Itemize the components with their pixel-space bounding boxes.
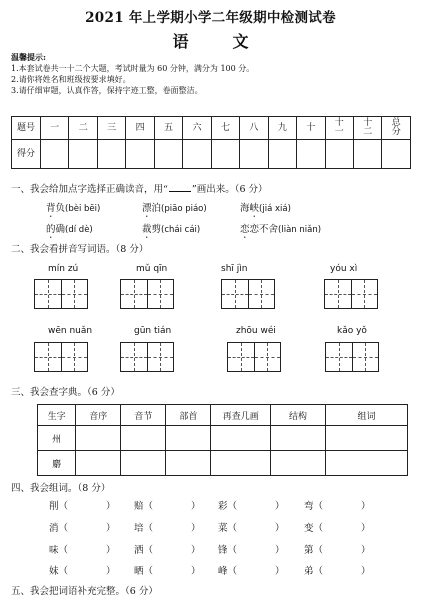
- group-char: 变: [304, 523, 314, 534]
- score-header-cell: 四: [126, 117, 154, 140]
- score-input-cell[interactable]: [353, 140, 381, 169]
- dictionary-table: [37, 404, 408, 476]
- answer-blank[interactable]: （ ）: [313, 566, 371, 577]
- score-label-cell: 得分: [12, 140, 41, 169]
- underline-example: [169, 191, 191, 192]
- grid-cell[interactable]: [121, 280, 148, 308]
- score-input-cell[interactable]: [126, 140, 154, 169]
- grid-cell[interactable]: [352, 280, 378, 308]
- pronunciation-item: 背负(bèi bēi): [46, 203, 101, 214]
- group-char: 洒: [134, 545, 144, 556]
- word-group-item[interactable]: [304, 498, 371, 512]
- group-char: 晒: [134, 566, 144, 577]
- writing-grid[interactable]: [325, 342, 379, 372]
- score-input-cell[interactable]: [211, 140, 239, 169]
- pinyin-label: zhōu wéi: [236, 326, 276, 336]
- grid-cell[interactable]: [148, 343, 174, 371]
- answer-blank[interactable]: （ ）: [58, 545, 116, 556]
- score-header-cell: 十 二: [353, 117, 381, 140]
- grid-cell[interactable]: [62, 280, 88, 308]
- word-group-item[interactable]: [304, 563, 371, 577]
- word-group-item[interactable]: [134, 563, 201, 577]
- table-answer-cell[interactable]: [166, 451, 211, 476]
- pinyin-options[interactable]: (jiá xiá): [259, 204, 291, 214]
- answer-blank[interactable]: （ ）: [313, 523, 371, 534]
- group-char: 峰: [218, 566, 228, 577]
- table-answer-cell[interactable]: [211, 451, 271, 476]
- answer-blank[interactable]: （ ）: [143, 523, 201, 534]
- pronunciation-item: 裁剪(chái cái): [142, 224, 201, 235]
- table-answer-cell[interactable]: [271, 426, 326, 451]
- tip-line: 1.本套试卷共一十二个大题，考试时量为 60 分钟，满分为 100 分。: [11, 64, 255, 73]
- writing-grid[interactable]: [324, 279, 378, 309]
- score-input-cell[interactable]: [382, 140, 411, 169]
- answer-blank[interactable]: （ ）: [227, 545, 285, 556]
- pinyin-label: shī jìn: [221, 264, 248, 274]
- table-answer-cell[interactable]: [121, 426, 166, 451]
- table-answer-cell[interactable]: [121, 451, 166, 476]
- score-header-cell: 五: [154, 117, 182, 140]
- table-header: 再查几画: [211, 405, 271, 426]
- word-group-item[interactable]: [134, 542, 201, 556]
- table-answer-cell[interactable]: [76, 426, 121, 451]
- pinyin-options[interactable]: (dí dè): [65, 225, 93, 235]
- grid-cell[interactable]: [353, 343, 379, 371]
- grid-cell[interactable]: [325, 280, 352, 308]
- table-header: 生字: [38, 405, 76, 426]
- pinyin-options[interactable]: (bèi bēi): [65, 204, 101, 214]
- table-header: 音序: [76, 405, 121, 426]
- table-answer-cell[interactable]: [325, 426, 407, 451]
- score-input-cell[interactable]: [41, 140, 69, 169]
- writing-grid[interactable]: [227, 342, 281, 372]
- score-input-cell[interactable]: [69, 140, 97, 169]
- table-header: 组词: [325, 405, 407, 426]
- score-header-cell: 十 一: [325, 117, 353, 140]
- score-header-cell: 题号: [12, 117, 41, 140]
- word-group-item[interactable]: [49, 498, 116, 512]
- word-group-item[interactable]: [218, 542, 285, 556]
- word-group-item[interactable]: [49, 542, 116, 556]
- score-header-cell: 十: [297, 117, 325, 140]
- exam-title: 2021 年上学期小学二年级期中检测试卷: [85, 10, 336, 26]
- section2-title: 二、我会看拼音写词语。（8 分）: [11, 244, 149, 255]
- score-header-cell: 二: [69, 117, 97, 140]
- grid-cell[interactable]: [121, 343, 148, 371]
- tip-line: 2.请你将姓名和班级按要求填好。: [11, 75, 131, 84]
- group-char: 培: [134, 523, 144, 534]
- grid-cell[interactable]: [222, 280, 249, 308]
- dotted-char: 峡: [249, 203, 260, 214]
- answer-blank[interactable]: （ ）: [227, 501, 285, 512]
- group-char: 味: [49, 545, 59, 556]
- score-header-cell: 八: [240, 117, 268, 140]
- word-group-item[interactable]: [304, 542, 371, 556]
- score-header-cell: 一: [41, 117, 69, 140]
- grid-cell[interactable]: [255, 343, 281, 371]
- score-table: [11, 116, 411, 169]
- writing-grid[interactable]: [34, 279, 88, 309]
- subject-char: 语: [172, 32, 189, 51]
- table-header: 结构: [271, 405, 326, 426]
- word-group-item[interactable]: [49, 520, 116, 534]
- dotted-char: 背: [46, 203, 56, 214]
- score-input-cell[interactable]: [154, 140, 182, 169]
- group-char: 锋: [218, 545, 228, 556]
- group-char: 弟: [304, 566, 314, 577]
- score-header-cell: 六: [183, 117, 211, 140]
- score-header-cell: 三: [97, 117, 125, 140]
- tips-heading: 温馨提示:: [11, 52, 46, 62]
- pinyin-options[interactable]: (liàn niǎn): [278, 225, 322, 235]
- section4-title: 四、我会组词。（8 分）: [11, 483, 111, 494]
- group-char: 菜: [218, 523, 228, 534]
- grid-cell[interactable]: [249, 280, 275, 308]
- pinyin-label: mín zú: [48, 264, 79, 274]
- pinyin-options[interactable]: (chái cái): [161, 225, 201, 235]
- table-header: 部首: [166, 405, 211, 426]
- answer-blank[interactable]: （ ）: [58, 523, 116, 534]
- word-group-item[interactable]: [218, 520, 285, 534]
- grid-cell[interactable]: [148, 280, 174, 308]
- score-input-cell[interactable]: [183, 140, 211, 169]
- table-answer-cell[interactable]: [166, 426, 211, 451]
- word-group-item[interactable]: [134, 498, 201, 512]
- dotted-char: 漂: [142, 203, 152, 214]
- pinyin-label: wēn nuǎn: [48, 326, 93, 336]
- answer-blank[interactable]: （ ）: [227, 523, 285, 534]
- pronunciation-item: 漂泊(piāo piáo): [142, 203, 207, 214]
- word-group-item[interactable]: [218, 563, 285, 577]
- grid-cell[interactable]: [35, 343, 62, 371]
- score-input-cell[interactable]: [325, 140, 353, 169]
- table-answer-cell[interactable]: [211, 426, 271, 451]
- answer-blank[interactable]: （ ）: [58, 566, 116, 577]
- score-header-cell: 九: [268, 117, 296, 140]
- answer-blank[interactable]: （ ）: [143, 566, 201, 577]
- word-group-item[interactable]: [218, 498, 285, 512]
- grid-cell[interactable]: [326, 343, 353, 371]
- answer-blank[interactable]: （ ）: [227, 566, 285, 577]
- dotted-char: 裁: [142, 224, 152, 235]
- group-char: 赔: [134, 501, 144, 512]
- section3-title: 三、我会查字典。（6 分）: [11, 387, 120, 398]
- group-char: 削: [49, 501, 59, 512]
- score-input-cell[interactable]: [297, 140, 325, 169]
- writing-grid[interactable]: [120, 279, 174, 309]
- score-input-cell[interactable]: [268, 140, 296, 169]
- score-input-cell[interactable]: [240, 140, 268, 169]
- table-answer-cell[interactable]: [325, 451, 407, 476]
- table-answer-cell[interactable]: [271, 451, 326, 476]
- table-char: 麝: [38, 451, 76, 476]
- word-group-item[interactable]: [49, 563, 116, 577]
- writing-grid[interactable]: [221, 279, 275, 309]
- dotted-char: 的: [46, 224, 56, 235]
- table-char: 州: [38, 426, 76, 451]
- subject-char: 文: [232, 32, 249, 51]
- tip-line: 3.请仔细审题，认真作答，保持字迹工整，卷面整洁。: [11, 86, 203, 95]
- grid-cell[interactable]: [228, 343, 255, 371]
- table-header: 音节: [121, 405, 166, 426]
- pinyin-options[interactable]: (piāo piáo): [161, 204, 207, 214]
- group-char: 消: [49, 523, 59, 534]
- table-answer-cell[interactable]: [76, 451, 121, 476]
- pinyin-label: mǔ qīn: [136, 264, 168, 274]
- pronunciation-item: 海峡(jiá xiá): [240, 203, 291, 214]
- group-char: 弯: [304, 501, 314, 512]
- dotted-char: 恋: [240, 224, 250, 235]
- pronunciation-item: 的确(dí dè): [46, 224, 93, 235]
- score-header-cell: 七: [211, 117, 239, 140]
- word-group-item[interactable]: [134, 520, 201, 534]
- group-char: 妹: [49, 566, 59, 577]
- answer-blank[interactable]: （ ）: [313, 545, 371, 556]
- pronunciation-item: 恋恋不舍(liàn niǎn): [240, 224, 322, 235]
- score-header-cell: 总 分: [382, 117, 411, 140]
- pinyin-label: gūn tián: [134, 326, 172, 336]
- answer-blank[interactable]: （ ）: [143, 501, 201, 512]
- pinyin-label: kǎo yǒ: [337, 326, 367, 336]
- section1-title: 一、我会给加点字选择正确读音，用“ ”画出来。（6 分）: [11, 184, 268, 195]
- writing-grid[interactable]: [34, 342, 88, 372]
- grid-cell[interactable]: [35, 280, 62, 308]
- grid-cell[interactable]: [62, 343, 88, 371]
- word-group-item[interactable]: [304, 520, 371, 534]
- answer-blank[interactable]: （ ）: [143, 545, 201, 556]
- pinyin-label: yóu xì: [330, 264, 358, 274]
- section5-title: 五、我会把词语补充完整。（6 分）: [11, 586, 158, 597]
- answer-blank[interactable]: （ ）: [313, 501, 371, 512]
- answer-blank[interactable]: （ ）: [58, 501, 116, 512]
- score-input-cell[interactable]: [97, 140, 125, 169]
- group-char: 第: [304, 545, 314, 556]
- group-char: 彩: [218, 501, 228, 512]
- writing-grid[interactable]: [120, 342, 174, 372]
- subject-title: [0, 29, 421, 52]
